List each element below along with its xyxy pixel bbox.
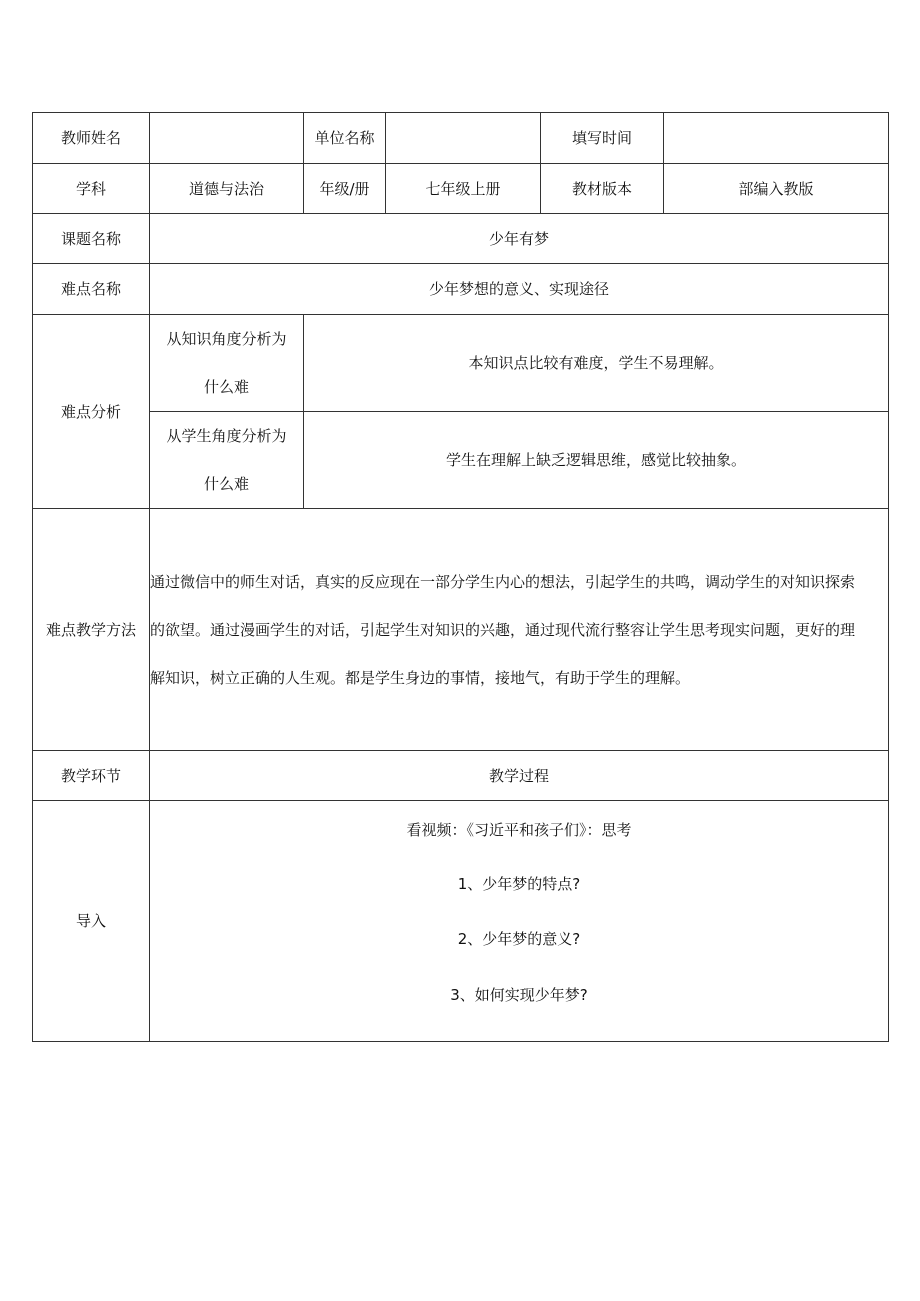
subject-value: 道德与法治	[150, 164, 304, 214]
intro-content	[150, 801, 889, 1042]
method-label: 难点教学方法	[33, 509, 150, 751]
topic-row	[33, 214, 889, 264]
teacher-name-label: 教师姓名	[33, 113, 150, 164]
analysis-knowledge-row	[33, 315, 889, 412]
lesson-plan-table	[32, 112, 889, 1042]
topic-label: 课题名称	[33, 214, 150, 264]
process-header-row	[33, 751, 889, 801]
fill-time-label: 填写时间	[541, 113, 664, 164]
intro-question-1: 1、少年梦的特点?	[457, 875, 581, 893]
student-angle-text: 学生在理解上缺乏逻辑思维，感觉比较抽象。	[445, 451, 746, 469]
difficulty-row	[33, 264, 889, 315]
method-paragraph	[150, 558, 888, 702]
grade-label: 年级/册	[304, 164, 386, 214]
method-line-2: 的欲望。通过漫画学生的对话，引起学生对知识的兴趣，通过现代流行整容让学生思考现实问题，更好的理	[150, 620, 856, 639]
difficulty-label: 难点名称	[33, 264, 150, 315]
analysis-label: 难点分析	[33, 315, 150, 509]
method-value	[150, 509, 889, 751]
student-angle-label-line1: 从学生角度分析为	[166, 427, 287, 445]
edition-label: 教材版本	[541, 164, 664, 214]
intro-row	[33, 801, 889, 1042]
knowledge-angle-label-line2: 什么难	[203, 378, 249, 396]
fill-time-value	[664, 113, 889, 164]
grade-value: 七年级上册	[386, 164, 541, 214]
unit-name-value	[386, 113, 541, 164]
student-angle-label	[150, 412, 304, 509]
process-header: 教学过程	[150, 751, 889, 801]
teacher-name-value	[150, 113, 304, 164]
difficulty-value: 少年梦想的意义、实现途径	[150, 264, 889, 315]
subject-label: 学科	[33, 164, 150, 214]
knowledge-angle-value	[304, 315, 889, 412]
student-angle-label-line2: 什么难	[203, 475, 249, 493]
knowledge-angle-label	[150, 315, 304, 412]
stage-header: 教学环节	[33, 751, 150, 801]
method-line-3: 解知识，树立正确的人生观。都是学生身边的事情，接地气，有助于学生的理解。	[150, 668, 691, 687]
knowledge-angle-label-line1: 从知识角度分析为	[166, 330, 287, 348]
topic-value: 少年有梦	[150, 214, 889, 264]
unit-name-label: 单位名称	[304, 113, 386, 164]
subject-info-row	[33, 164, 889, 214]
method-row	[33, 509, 889, 751]
analysis-student-row	[33, 412, 889, 509]
intro-question-2: 2、少年梦的意义?	[457, 930, 581, 948]
knowledge-angle-text: 本知识点比较有难度，学生不易理解。	[468, 354, 724, 372]
teacher-info-row	[33, 113, 889, 164]
intro-video-line: 看视频：《习近平和孩子们》：思考	[406, 821, 632, 839]
student-angle-value	[304, 412, 889, 509]
edition-value: 部编入教版	[664, 164, 889, 214]
method-line-1: 通过微信中的师生对话，真实的反应现在一部分学生内心的想法，引起学生的共鸣，调动学生的对知识探索	[150, 572, 856, 591]
intro-stage: 导入	[33, 801, 150, 1042]
intro-question-3: 3、如何实现少年梦?	[450, 986, 588, 1004]
